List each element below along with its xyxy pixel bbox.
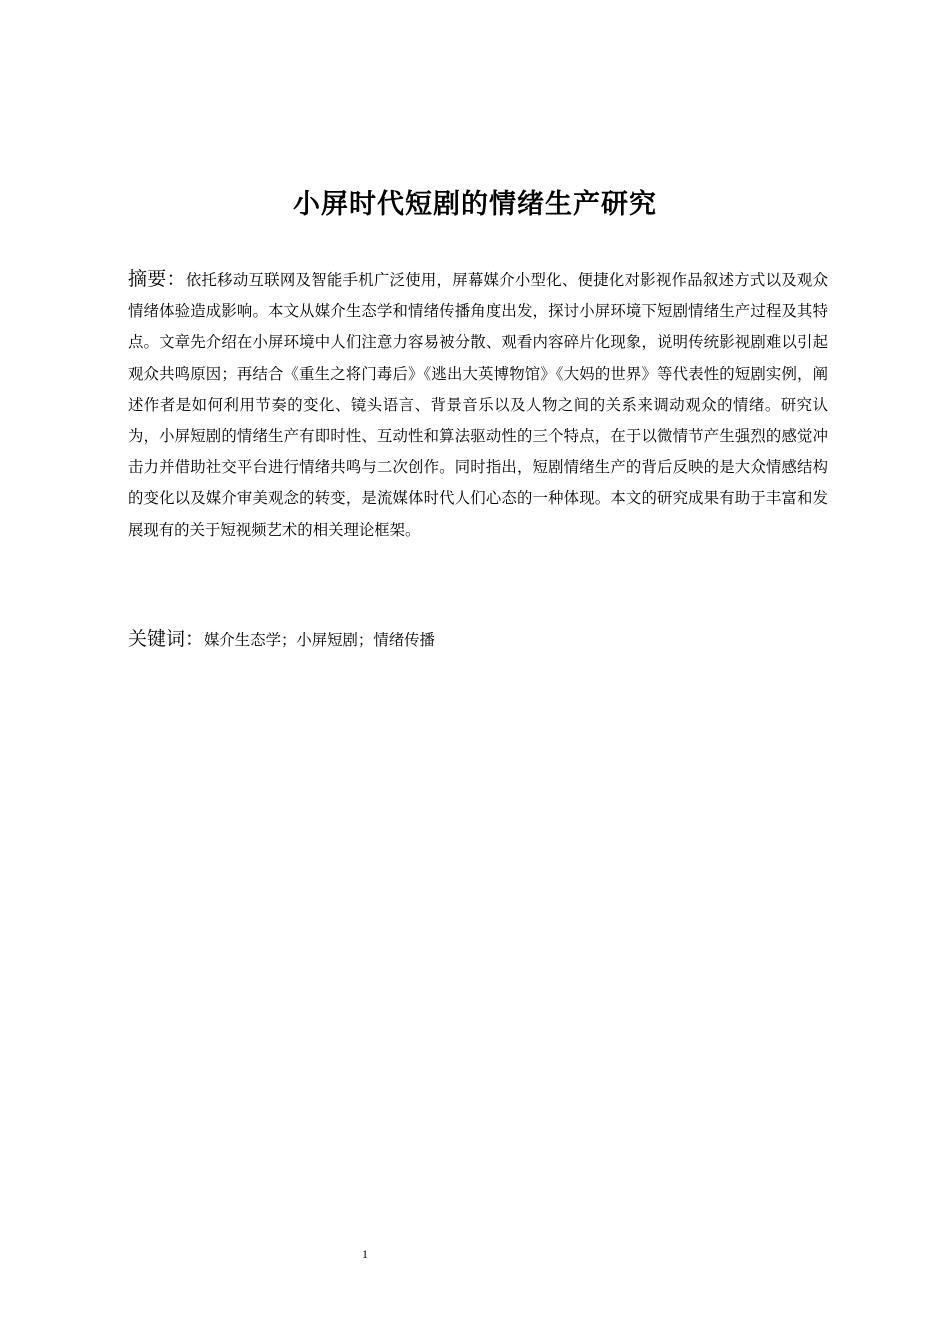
abstract-text: 依托移动互联网及智能手机广泛使用，屏幕媒介小型化、便捷化对影视作品叙述方式以及观众情绪体验造成影响。本文从媒介生态学和情绪传播角度出发，探讨小屏环境下短剧情绪生产过程及其特点。文章先介绍在小屏环境中人们注意力容易被分散、观看内容碎片化现象，说明传统影视剧难以引起观众共鸣原因；再结合《重生之将门毒后》《逃出大英博物馆》《大妈的世界》等代表性的短剧实例，阐述作者是如何利用节奏的变化、镜头语言、背景音乐以及人物之间的关系来调动观众的情绪。研究认为，小屏短剧的情绪生产有即时性、互动性和算法驱动性的三个特点，在于以微情节产生强烈的感觉冲击力并借助社交平台进行情绪共鸣与二次创作。同时指出，短剧情绪生产的背后反映的是大众情感结构的变化以及媒介审美观念的转变，是流媒体时代人们心态的一种体现。本文的研究成果有助于丰富和发展现有的关于短视频艺术的相关理论框架。 (128, 271, 828, 539)
page-number: 1 (362, 1247, 368, 1261)
abstract-label: 摘要： (128, 268, 186, 290)
keywords-label: 关键词： (128, 628, 205, 650)
abstract-paragraph (128, 262, 828, 546)
keywords-line (128, 622, 828, 657)
keywords-text: 媒介生态学；小屏短剧；情绪传播 (204, 631, 435, 649)
document-title: 小屏时代短剧的情绪生产研究 (293, 189, 657, 220)
